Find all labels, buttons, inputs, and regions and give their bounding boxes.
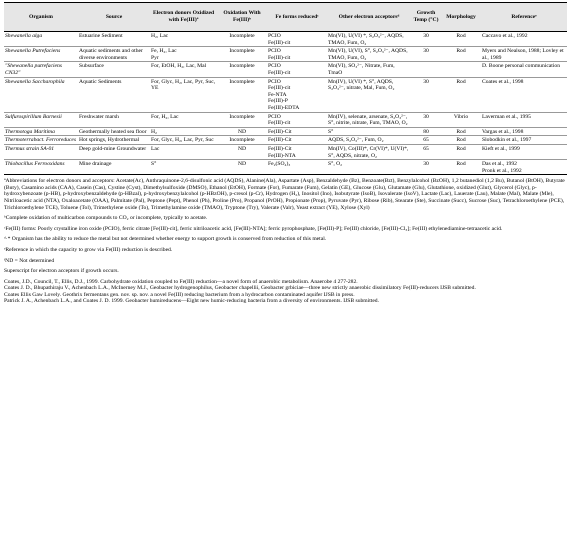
- oxidation-cell: ND: [217, 127, 267, 136]
- electron-donors-cell: For, H₂, Lac: [150, 112, 217, 127]
- growth-temp-cell: 30: [411, 77, 441, 112]
- fe-forms-cell: PCIO Fe(III)-cit: [267, 62, 327, 77]
- electron-acceptors-cell: Mn(IV), selenate, arsenate, S₂O₃²⁻, S°, nitrite, nitrate, Fum, TMAO, O₂: [327, 112, 411, 127]
- morphology-cell: Vibrio: [441, 112, 481, 127]
- fe-forms-cell: PCIO Fe(III)-cit: [267, 32, 327, 47]
- reference-cell: Das et al., 1992 Pronk et al., 1992: [481, 160, 567, 175]
- electron-acceptors-cell: Mn(VI), U(VI) *, S₂O₃²⁻, AQDS, TMAO, Fum, O₂: [327, 32, 411, 47]
- organism-table: [4, 2, 567, 175]
- growth-temp-cell: 65: [411, 136, 441, 145]
- note-fe-forms: ᶜFe(III) forms: Poorly crystalline iron oxide (PCIO), ferric citrate [Fe(III)-cit], ferric nitriloacetic acid, [Fe(III)-NTA]; ferric pyrophosphate, [Fe(III)-P]; Fe(III) chloride, [Fe(III)-Cl₃]; Fe(III) ethylenediamine-tetraacetic acid.: [4, 225, 503, 232]
- oxidation-cell: Incomplete: [217, 77, 267, 112]
- electron-acceptors-cell: Mn(IV), Co(III)*, Cr(VI)*, U(VI)*, S°, AQDS, nitrate, O₂: [327, 144, 411, 159]
- table-row: [4, 160, 567, 175]
- electron-acceptors-cell: Mn(IV), U(VI) *, S°, AQDS, S₂O₃²⁻, nitrate, Mal, Fum, O₂: [327, 77, 411, 112]
- electron-donors-cell: For, Glyc, H₂, Lac, Pyr, Suc, YE: [150, 77, 217, 112]
- header-cell: Morphology: [441, 3, 481, 32]
- electron-acceptors-cell: S°, O₂: [327, 160, 411, 175]
- table-row: [4, 127, 567, 136]
- growth-temp-cell: 30: [411, 112, 441, 127]
- table-row: [4, 112, 567, 127]
- fe-forms-cell: PCIO Fe(III)-cit Fe-NTA Fe(III)-P Fe(III)-EDTA: [267, 77, 327, 112]
- table-header-row: [4, 3, 567, 32]
- table-row: [4, 77, 567, 112]
- organism-cell: "Shewanella putrefaciens CN32": [4, 62, 78, 77]
- fe-forms-cell: PCIO Fe(III)-cit: [267, 47, 327, 62]
- source-cell: Hot springs, Hydrothermal: [78, 136, 150, 145]
- source-cell: Freshwater marsh: [78, 112, 150, 127]
- growth-temp-cell: 30: [411, 32, 441, 47]
- organism-cell: Shewanella alga: [4, 32, 78, 47]
- growth-temp-cell: 80: [411, 127, 441, 136]
- morphology-cell: Rod: [441, 32, 481, 47]
- header-cell: Source: [78, 3, 150, 32]
- organism-cell: Shewanella Saccharophila: [4, 77, 78, 112]
- header-cell: Electron donors Oxidized with Fe(III)ª: [150, 3, 217, 32]
- header-cell: Other electron acceptorsᵈ: [327, 3, 411, 32]
- note-superscript: Superscript for electron acceptors if growth occurs.: [4, 268, 119, 275]
- morphology-cell: Rod: [441, 160, 481, 175]
- oxidation-cell: ND: [217, 160, 267, 175]
- electron-donors-cell: Fe, H₂, Lac Pyr: [150, 47, 217, 62]
- reference-cell: Caccavo et al., 1992: [481, 32, 567, 47]
- growth-temp-cell: [411, 62, 441, 77]
- organism-cell: Shewanella Putrefaciens: [4, 47, 78, 62]
- oxidation-cell: Incomplete: [217, 62, 267, 77]
- note-metal-reduction: ᵈ·* Organism has the ability to reduce the metal but not determined whether energy to support growth is conserved from reduction of this metal.: [4, 236, 327, 243]
- table-body: [4, 32, 567, 175]
- table-notes: [4, 178, 567, 275]
- reference-cell: Coates et al., 1998: [481, 77, 567, 112]
- organism-cell: Sulfurospirillum Barnesii: [4, 112, 78, 127]
- source-cell: Geothermally heated sea floor: [78, 127, 150, 136]
- electron-donors-cell: For, EtOH, H₂, Lac, Mal: [150, 62, 217, 77]
- fe-forms-cell: Fe(III)-Cit: [267, 136, 327, 145]
- header-cell: Organism: [4, 3, 78, 32]
- organism-cell: Thermotoga Maritima: [4, 127, 78, 136]
- electron-acceptors-cell: S°: [327, 127, 411, 136]
- electron-acceptors-cell: Mn(VI), U(VI), S°, S₂O₃²⁻, AQDS, TMAO, Fum, O₂: [327, 47, 411, 62]
- header-cell: Fe forms reducedᶜ: [267, 3, 327, 32]
- morphology-cell: Rod: [441, 144, 481, 159]
- table-row: [4, 32, 567, 47]
- morphology-cell: Rod: [441, 136, 481, 145]
- note-abbreviations: ªAbbreviations for electron donors and acceptors: Acetate(Ac), Anthraquinone-2,6-disulfonic acid (AQDS), Alanine(Ala), Aspartate (Asp), Benzaldehyde (Bz), Benzoate(Bzt), Benzylalcohol (BzOH), 1,2 butanediol (1,2 Bu), Butanol (BtOH), Butyrate (Buty), Casamino acids (CAA), Casein (Cas), Cystine (Cyst), Dimethylsulfoxide (DMSO), Ethanol (EtOH), Formate (For), Fumarate (Fum), Gelatin (GE), Glucose (Glu), Glutamate (Glu), Glutathione, oxidized (Glut), Glycerol (Glyc), p-hydroxybenzoate (p-HB), p-hydroxybenzaldehyde (p-HBzal), p-hydroxybenzylalcohol (p-HBzOH), p-cresol (p-Cr), Hydrogen (H₂), Inositol (Ino), Isobutyrate (IsoB), Isovalerate (IsoV), Lactate (Lac), Lauerate (Lau), Malate (Mal), Malate (Mle), Nitriloacetic acid (NTA), Oxaloacetate (OAA), Palmitate (Pal), Peptone (Pept), Phenol (Ph), Proline (Pro), Propanol (PrOH), Propionate (Prop), Pyruvate (Pyr), Ribose (Rib), Stearate (Ste), Succinate (Succ), Sucrose (Suc), Tetrachloroethylene (PCE), Trichloroethylene TCE), Toluene (Tol), Trimethylene oxide (To), Trimethylamine oxide (TMAO), Tryptone (Try), Valerate (Valr), Yeast extract (YE), Xylose (Xyl): [4, 178, 565, 211]
- electron-donors-cell: Lac: [150, 144, 217, 159]
- electron-donors-cell: S°: [150, 160, 217, 175]
- reference-item: Coates J. D., Bhupathiraju V., Achenbach L.A., McInerney M.J., Geobacter hydrogenophilus, Geobacter chapellii, Geobacter grbiciae—three new strictly anaerobic dissimilatory Fe(III)-reducers IJSB submitted.: [4, 285, 476, 292]
- morphology-cell: Rod: [441, 77, 481, 112]
- growth-temp-cell: 65: [411, 144, 441, 159]
- header-cell: Growth Temp (°C): [411, 3, 441, 32]
- oxidation-cell: Incomplete: [217, 47, 267, 62]
- header-cell: Oxidation With Fe(III)ᵇ: [217, 3, 267, 32]
- table-row: [4, 47, 567, 62]
- reference-cell: Slobodkin et al., 1997: [481, 136, 567, 145]
- table-row: [4, 144, 567, 159]
- reference-item: Coates, J.D., Council, T., Ellis, D.J., 1999. Carbohydrate oxidation coupled to Fe(III) reduction—a novel form of anaerobic metabolism. Anaerobe 4 277-282.: [4, 278, 358, 285]
- reference-cell: D. Boone personal communication: [481, 62, 567, 77]
- morphology-cell: [441, 62, 481, 77]
- growth-temp-cell: 30: [411, 47, 441, 62]
- oxidation-cell: Incomplete: [217, 32, 267, 47]
- organism-cell: Thermus strain SA-01: [4, 144, 78, 159]
- fe-forms-cell: Fe(III)-Cit Fe(III)-NTA: [267, 144, 327, 159]
- reference-cell: Laverman et al., 1995: [481, 112, 567, 127]
- morphology-cell: Rod: [441, 127, 481, 136]
- table-row: [4, 136, 567, 145]
- oxidation-cell: Incomplete: [217, 112, 267, 127]
- reference-cell: Vargas et al., 1998: [481, 127, 567, 136]
- source-cell: Aquatic Sediments: [78, 77, 150, 112]
- source-cell: Deep gold-mine Groundwater: [78, 144, 150, 159]
- electron-donors-cell: H₂, Lac: [150, 32, 217, 47]
- electron-acceptors-cell: Mn(VI), SO₃²⁻, Nitrate, Fum, TmaO: [327, 62, 411, 77]
- note-oxidation: ᵇComplete oxidation of multicarbon compounds to CO₂ or incomplete, typically to acetate.: [4, 215, 208, 222]
- note-reference: ᵉReference in which the capacity to grow via Fe(III) reduction is described.: [4, 247, 173, 254]
- table-row: [4, 62, 567, 77]
- oxidation-cell: Incomplete: [217, 136, 267, 145]
- morphology-cell: Rod: [441, 47, 481, 62]
- reference-item: Patrick J. A., Achenbach L.A., and Coates J. D. 1999. Geobacter humireducens—Eight new humic-reducing bacteria from a diversity of environments. IJSB submitted.: [4, 298, 380, 305]
- header-cell: Referenceᵉ: [481, 3, 567, 32]
- electron-donors-cell: For, Glyc, H₂, Lac, Pyr, Suc: [150, 136, 217, 145]
- growth-temp-cell: 30: [411, 160, 441, 175]
- source-cell: Estuarine Sediment: [78, 32, 150, 47]
- reference-cell: Kieft et al., 1999: [481, 144, 567, 159]
- source-cell: Aquatic sediments and other diverse environments: [78, 47, 150, 62]
- fe-forms-cell: PCIO Fe(III)-cit: [267, 112, 327, 127]
- note-nd: ᶠND = Not determined: [4, 257, 55, 264]
- reference-item: Coates Ellis Gaw Lovely. Geothrix fermentans gen. nov. sp. nov. a novel Fe(III) reducing bacterium from a hydrocarbon contaminated aquifer IJSB in press.: [4, 291, 355, 298]
- source-cell: Mine drainage: [78, 160, 150, 175]
- fe-forms-cell: Fe₂(SO₄)₃: [267, 160, 327, 175]
- electron-acceptors-cell: AQDS, S₂O₃²⁻, Fum, O₂: [327, 136, 411, 145]
- fe-forms-cell: Fe(III)-Cit: [267, 127, 327, 136]
- oxidation-cell: ND: [217, 144, 267, 159]
- reference-cell: Myers and Nealson, 1988; Lovley et al., 1989: [481, 47, 567, 62]
- source-cell: Subsurface: [78, 62, 150, 77]
- organism-cell: Thiobacillus Ferrooxidans: [4, 160, 78, 175]
- organism-cell: Thermoterrabact. Ferroreduces: [5, 137, 77, 144]
- reference-list: [4, 279, 567, 305]
- electron-donors-cell: H₂: [150, 127, 217, 136]
